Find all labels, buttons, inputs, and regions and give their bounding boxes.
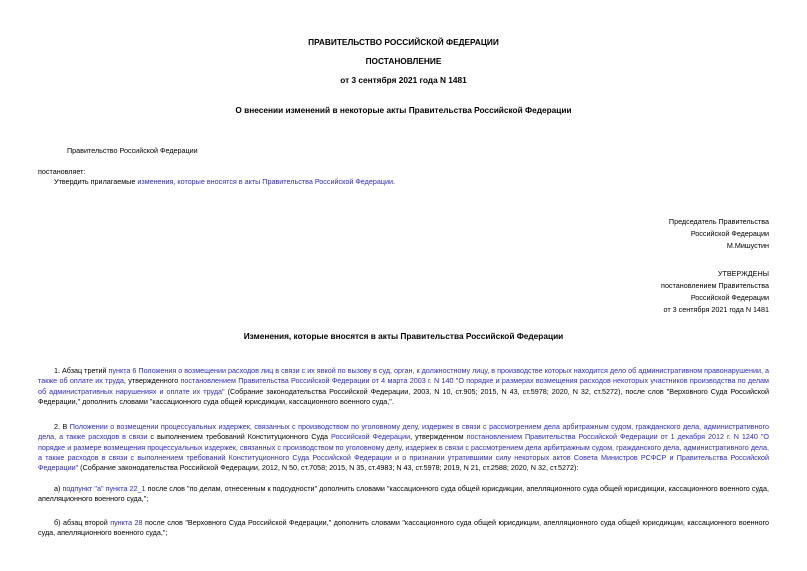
item1-text-2: , утвержденного — [123, 376, 181, 386]
approval-date: от 3 сентября 2021 года N 1481 — [663, 305, 769, 314]
item2-text-2: с выполнением требований Конституционного Суда — [147, 432, 332, 442]
approve-text: Утвердить прилагаемые — [54, 177, 138, 186]
approval-title: УТВЕРЖДЕНЫ — [717, 269, 769, 278]
change-item-1 — [38, 366, 769, 407]
item1-regulation-link[interactable]: пункта 6 Положения о возмещении расходов лиц в связи с их явкой по вызову в суд, орган, к должностному лицу, в производстве которых находится дело об административном правонарушении, а также об оплате их труда — [38, 366, 769, 386]
item2-text-3: , утвержденном — [410, 432, 467, 442]
item1-text-1: 1. Абзац третий — [54, 366, 109, 375]
document-date-number: от 3 сентября 2021 года N 1481 — [340, 75, 467, 85]
approve-text-end: . — [392, 177, 395, 186]
signature-block — [669, 216, 769, 252]
signature-position: Председатель Правительства — [668, 217, 769, 226]
item1-text-3: (Собрание законодательства Российской Федерации, 2003, N 10, ст.905; 2015, N 43, ст.5978; 2020, N 32, ст.5272), после слов "Верховного Суда Российской Федерации," дополнить словами "кассационного суда общей юрисдикции, кассационного военного суда,". — [38, 386, 769, 406]
preamble-decides: постановляет: — [38, 167, 86, 176]
change-item-2 — [38, 422, 769, 473]
approval-by: постановлением Правительства — [661, 281, 769, 290]
change-subitem-a — [38, 484, 769, 505]
sub-a-text-2: после слов "по делам, отнесенным к подсудности" дополнить словами "кассационного суда общей юрисдикции, апелляционного суда общей юрисдикции, кассационного военного суда, апелляционного военного суда,"; — [38, 484, 769, 504]
document-title: О внесении изменений в некоторые акты Правительства Российской Федерации — [235, 105, 572, 115]
sub-a-text-1: а) — [54, 484, 63, 493]
approve-paragraph — [54, 177, 395, 187]
item2-resolution-link[interactable]: постановлением Правительства Российской Федерации от 1 декабря 2012 г. N 1240 "О порядке и размере возмещения процессуальных издержек, связанных с производством по уголовному делу, издержек в связи с рассмотрением дела арбитражным судом, гражданского дела, административного дела, а также расходов в связи с выполнением требований Конституционного Суда Российской Федерации и о признании утратившими силу некоторых актов Совета Министров РСФСР и Правительства Российской Федерации" — [38, 432, 769, 473]
item1-resolution-link[interactable]: постановлением Правительства Российской Федерации от 4 марта 2003 г. N 140 "О порядке и размерах возмещения расходов некоторых участников производства по делам об административных нарушениях и оплате их труда" — [38, 376, 769, 396]
signature-name: М.Мишустин — [726, 241, 769, 250]
approval-organization: Российской Федерации — [690, 293, 769, 302]
item2-federation-link[interactable]: Российской Федерации — [331, 432, 411, 442]
item2-text-4: (Собрание законодательства Российской Федерации, 2012, N 50, ст.7058; 2015, N 35, ст.4983; N 43, ст.5978; 2019, N 21, ст.2588; 2020, N 32, ст.5272): — [78, 463, 579, 473]
approval-stamp — [661, 268, 769, 316]
item2-text-1: 2. В — [54, 422, 70, 431]
preamble-subject: Правительство Российской Федерации — [67, 146, 198, 155]
document-type: ПОСТАНОВЛЕНИЕ — [365, 56, 442, 66]
sub-b-text-1: б) абзац второй — [54, 518, 111, 527]
government-heading: ПРАВИТЕЛЬСТВО РОССИЙСКОЙ ФЕДЕРАЦИИ — [308, 37, 499, 47]
sub-b-clause-link[interactable]: пункта 28 — [110, 518, 143, 527]
approved-changes-link[interactable]: изменения, которые вносятся в акты Правительства Российской Федерации — [137, 177, 393, 186]
signature-organization: Российской Федерации — [690, 229, 769, 238]
change-subitem-b — [38, 518, 769, 539]
changes-title: Изменения, которые вносятся в акты Правительства Российской Федерации — [243, 331, 564, 341]
sub-b-text-2: после слов "Верховного Суда Российской Федерации," дополнить словами "кассационного суда общей юрисдикции, апелляционного суда общей юрисдикции, кассационного военного суда, апелляционного военного суда,"; — [38, 518, 769, 538]
item2-regulation-link[interactable]: Положении о возмещении процессуальных издержек, связанных с производством по уголовному делу, издержек в связи с рассмотрением дела арбитражным судом, гражданского дела, административного дела, а также расходов в связи — [38, 422, 769, 442]
sub-a-clause-link[interactable]: подпункт "а" пункта 22_1 — [62, 484, 146, 493]
